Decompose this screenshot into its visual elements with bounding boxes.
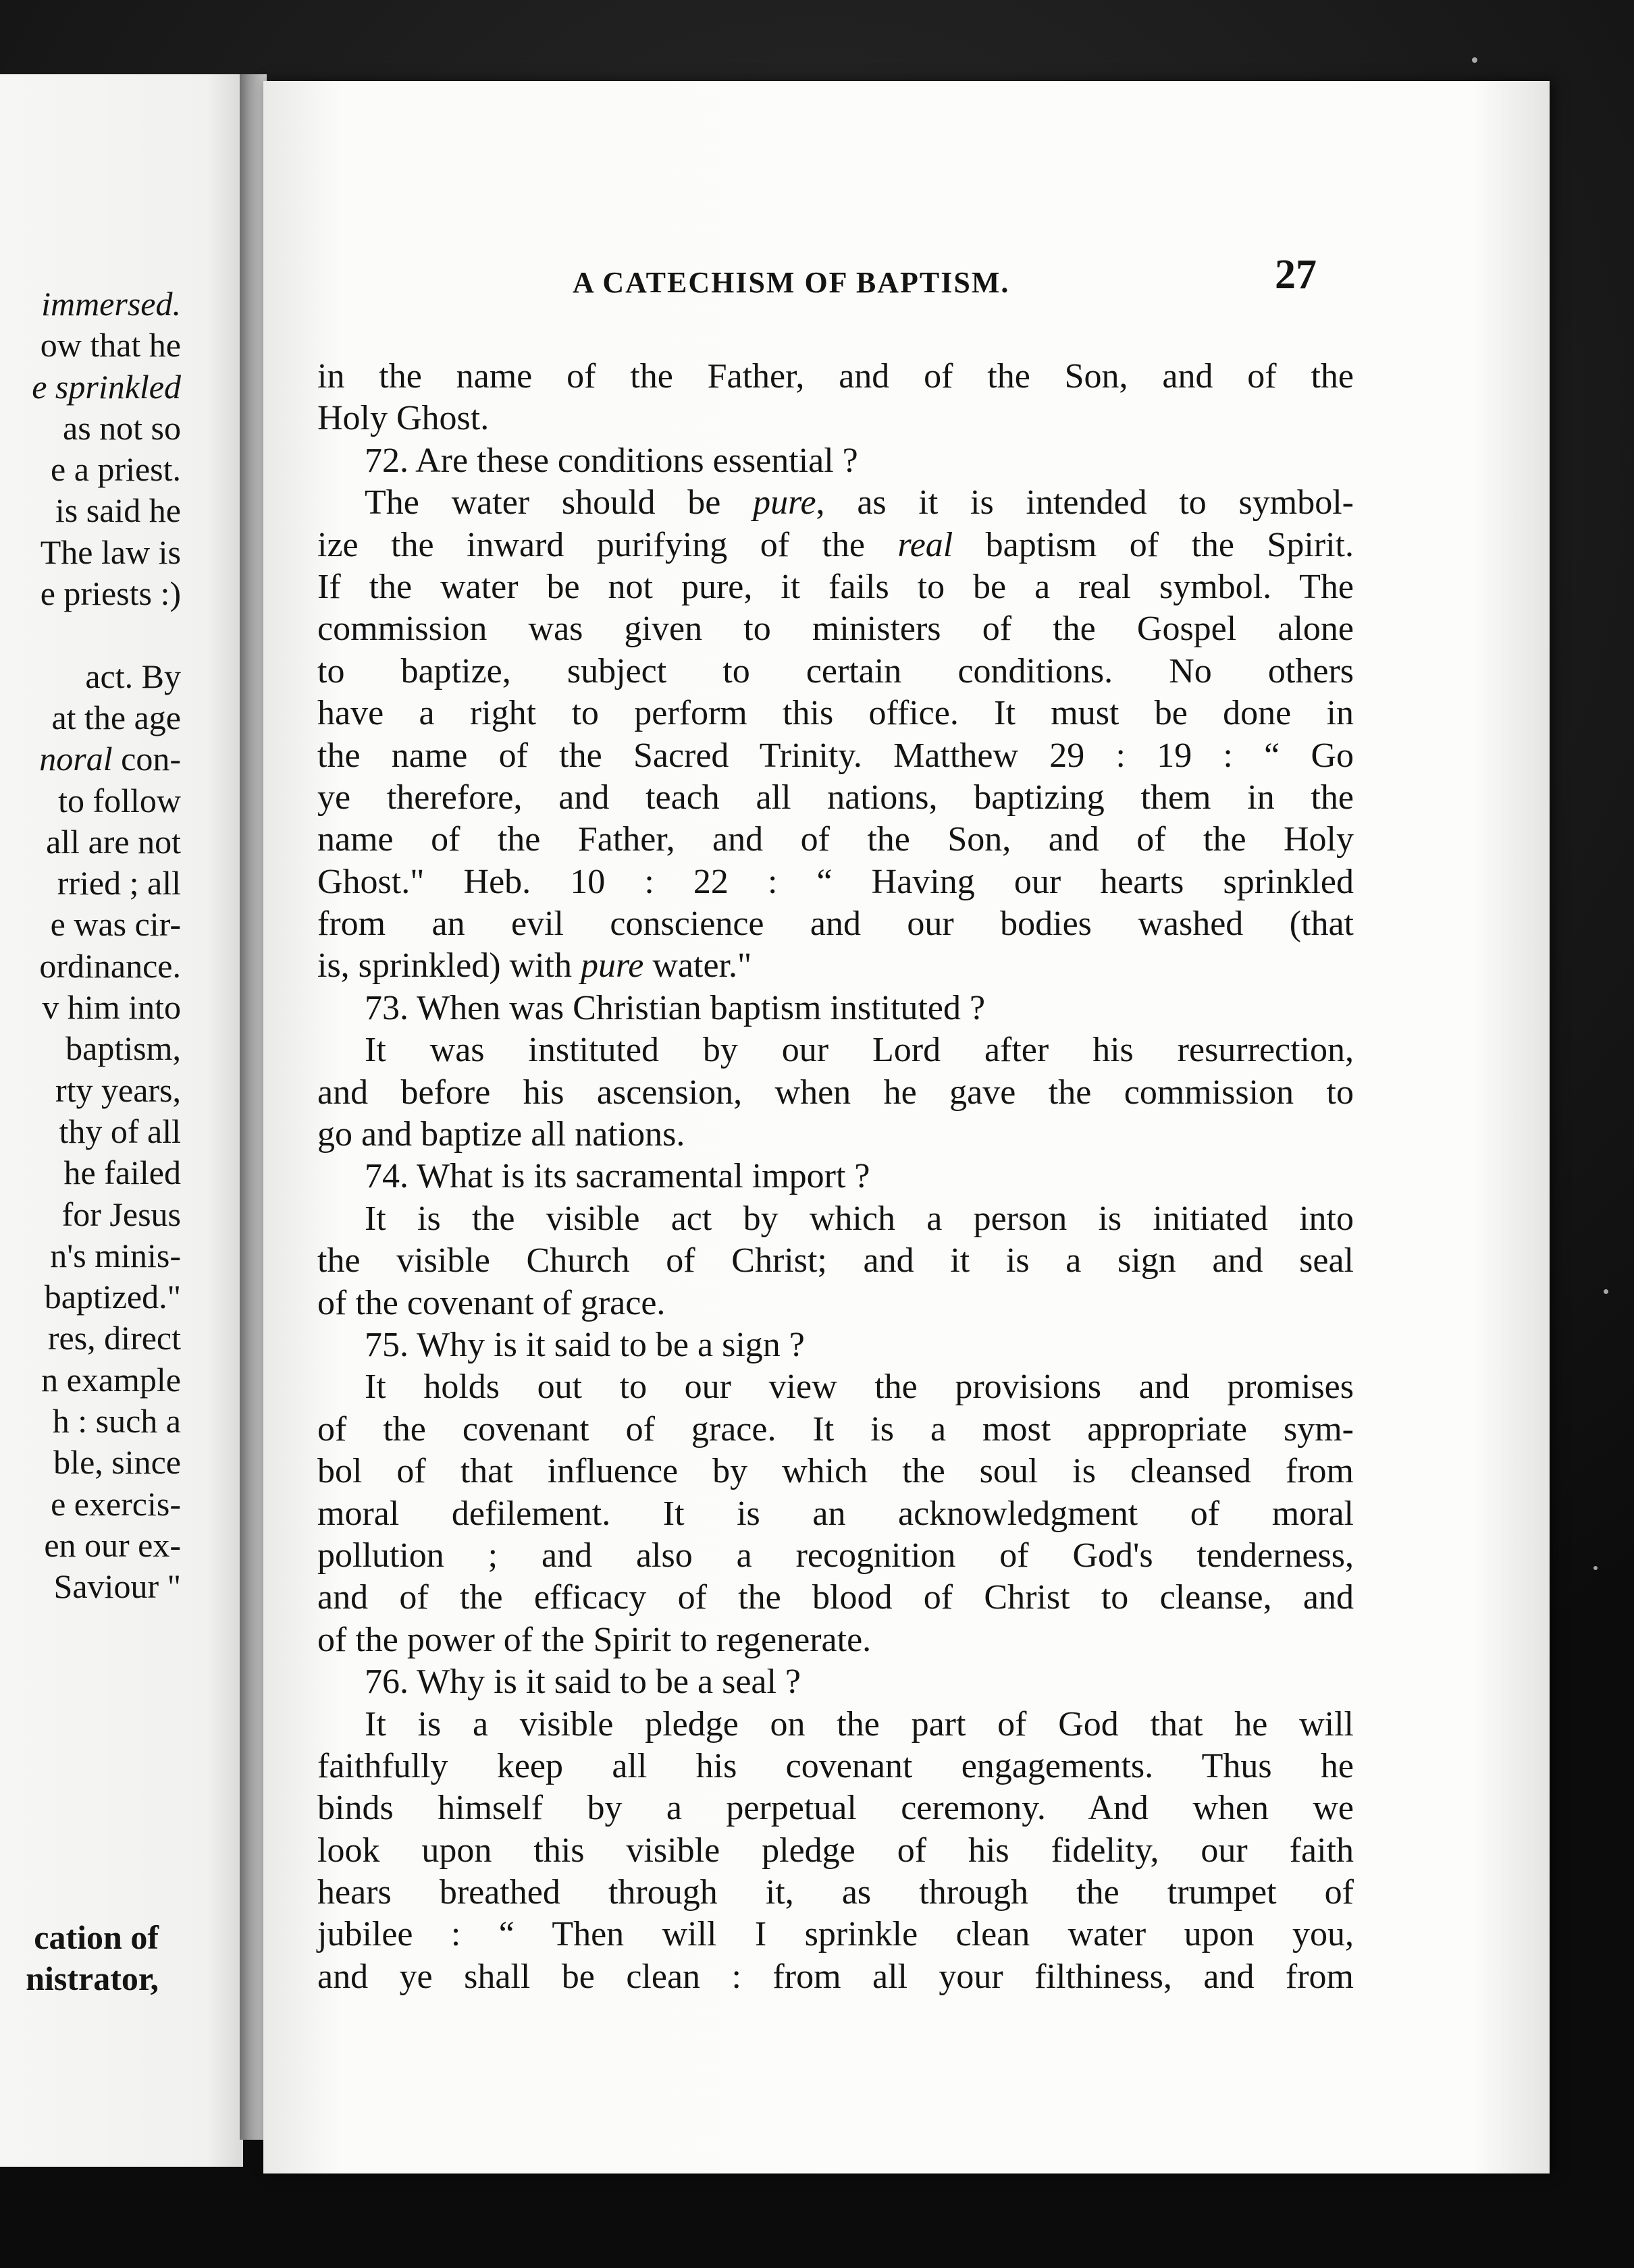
question-line: 73. When was Christian baptism instituted ? — [365, 988, 986, 1027]
text-line: have a right to perform this office. It must be done in — [317, 694, 1354, 733]
text-line: faithfully keep all his covenant engagements. Thus he — [317, 1746, 1354, 1785]
text-line: It was instituted by our Lord after his resurrection, — [365, 1031, 1354, 1070]
emphasis: real — [897, 525, 953, 564]
left-page-line: ble, since — [53, 1443, 181, 1482]
text-line: the visible Church of Christ; and it is a sign and seal — [317, 1241, 1354, 1280]
text-line: the name of the Sacred Trinity. Matthew 29 : 19 : “ Go — [317, 736, 1354, 775]
text-line: and ye shall be clean : from all your filthiness, and from — [317, 1957, 1354, 1996]
page-number: 27 — [1275, 252, 1317, 298]
left-page-line: ordinance. — [39, 946, 181, 985]
left-page-line: n's minis- — [50, 1236, 181, 1274]
text-line: and before his ascension, when he gave the commission to — [317, 1073, 1354, 1112]
body-text — [317, 356, 1354, 1998]
left-page-text — [0, 284, 181, 1608]
left-page-line: baptism, — [65, 1029, 181, 1068]
left-page-bottom-text — [0, 1917, 159, 2000]
left-page-line: he failed — [63, 1154, 181, 1192]
dust-speck — [1472, 57, 1477, 63]
text-line: If the water be not pure, it fails to be a real symbol. The — [317, 567, 1354, 606]
question-line: 75. Why is it said to be a sign ? — [365, 1325, 805, 1364]
text-line: to baptize, subject to certain conditions. No others — [317, 651, 1354, 691]
left-page-line: is said he — [55, 491, 181, 530]
dust-speck — [1604, 1289, 1608, 1294]
text-line: ize the inward purifying of the real baptism of the Spirit. — [317, 525, 1354, 564]
left-page-line: en our ex- — [44, 1526, 181, 1564]
text-line: jubilee : “ Then will I sprinkle clean water upon you, — [317, 1915, 1354, 1954]
question-line: 72. Are these conditions essential ? — [365, 441, 858, 480]
left-page-line: e sprinkled — [32, 367, 181, 406]
left-page-line: immersed. — [41, 285, 181, 323]
left-page-line: thy of all — [59, 1112, 181, 1150]
text-line: of the covenant of grace. — [317, 1283, 666, 1322]
text-line: from an evil conscience and our bodies washed (that — [317, 905, 1354, 944]
text-line: ye therefore, and teach all nations, baptizing them in the — [317, 778, 1354, 817]
text-line: go and baptize all nations. — [317, 1115, 685, 1154]
question-line: 74. What is its sacramental import ? — [365, 1157, 870, 1196]
dust-speck — [1593, 1566, 1598, 1570]
text-line: binds himself by a perpetual ceremony. And when we — [317, 1789, 1354, 1828]
text-line: It is a visible pledge on the part of God that he will — [365, 1704, 1354, 1744]
left-page-line: v him into — [42, 988, 181, 1027]
left-page-line: act. By — [85, 657, 181, 695]
text-line: in the name of the Father, and of the Son, and of the — [317, 357, 1354, 396]
book-gutter — [240, 74, 267, 2140]
text-line: look upon this visible pledge of his fidelity, our faith — [317, 1831, 1354, 1870]
text-line: It holds out to our view the provisions and promises — [365, 1368, 1354, 1407]
left-page-line: to follow — [58, 781, 181, 819]
left-page-line: all are not — [46, 822, 181, 861]
left-page-line: for Jesus — [61, 1195, 181, 1233]
left-page-line: h : such a — [52, 1402, 181, 1440]
running-head: A CATECHISM OF BAPTISM. — [573, 266, 1010, 299]
left-page-line: Saviour " — [53, 1567, 181, 1606]
text-line: The water should be pure, as it is intended to symbol- — [365, 483, 1354, 522]
left-page-line: e was cir- — [50, 905, 181, 944]
left-page-line — [0, 614, 181, 655]
left-page-line: e a priest. — [51, 450, 181, 489]
left-page-line: res, direct — [47, 1319, 181, 1357]
text-line: of the covenant of grace. It is a most appropriate sym- — [317, 1409, 1354, 1449]
left-page-line: e priests :) — [40, 574, 181, 613]
text-line: and of the efficacy of the blood of Christ to cleanse, and — [317, 1578, 1354, 1617]
text-line: hears breathed through it, as through the trumpet of — [317, 1873, 1354, 1912]
left-page-line: rried ; all — [57, 864, 181, 902]
text-line: is, sprinkled) with pure water." — [317, 946, 752, 986]
question-line: 76. Why is it said to be a seal ? — [365, 1663, 801, 1702]
text-line: moral defilement. It is an acknowledgment of moral — [317, 1494, 1354, 1533]
text-line: Ghost." Heb. 10 : 22 : “ Having our hearts sprinkled — [317, 862, 1354, 901]
left-page-line: n example — [41, 1360, 181, 1399]
text-line: of the power of the Spirit to regenerate. — [317, 1620, 872, 1659]
left-page-line: nistrator, — [26, 1960, 159, 1998]
left-page-line: e exercis- — [51, 1484, 181, 1523]
left-page-line: noral con- — [39, 740, 181, 778]
text-line: Holy Ghost. — [317, 399, 490, 438]
left-page-line: ow that he — [40, 326, 181, 364]
left-page-line: rty years, — [55, 1071, 181, 1109]
emphasis: pure — [580, 946, 644, 986]
text-line: pollution ; and also a recognition of God's tenderness, — [317, 1536, 1354, 1575]
text-line: It is the visible act by which a person is initiated into — [365, 1199, 1354, 1238]
text-line: bol of that influence by which the soul is cleansed from — [317, 1452, 1354, 1491]
emphasis: pure — [753, 483, 816, 522]
left-page-line: The law is — [40, 533, 181, 571]
text-line: name of the Father, and of the Son, and of the Holy — [317, 820, 1354, 859]
text-line: commission was given to ministers of the Gospel alone — [317, 610, 1354, 649]
left-page-line: at the age — [51, 698, 181, 736]
left-page-line: baptized." — [44, 1278, 181, 1316]
left-page-line: cation of — [34, 1918, 159, 1956]
left-page-line: as not so — [63, 408, 181, 447]
